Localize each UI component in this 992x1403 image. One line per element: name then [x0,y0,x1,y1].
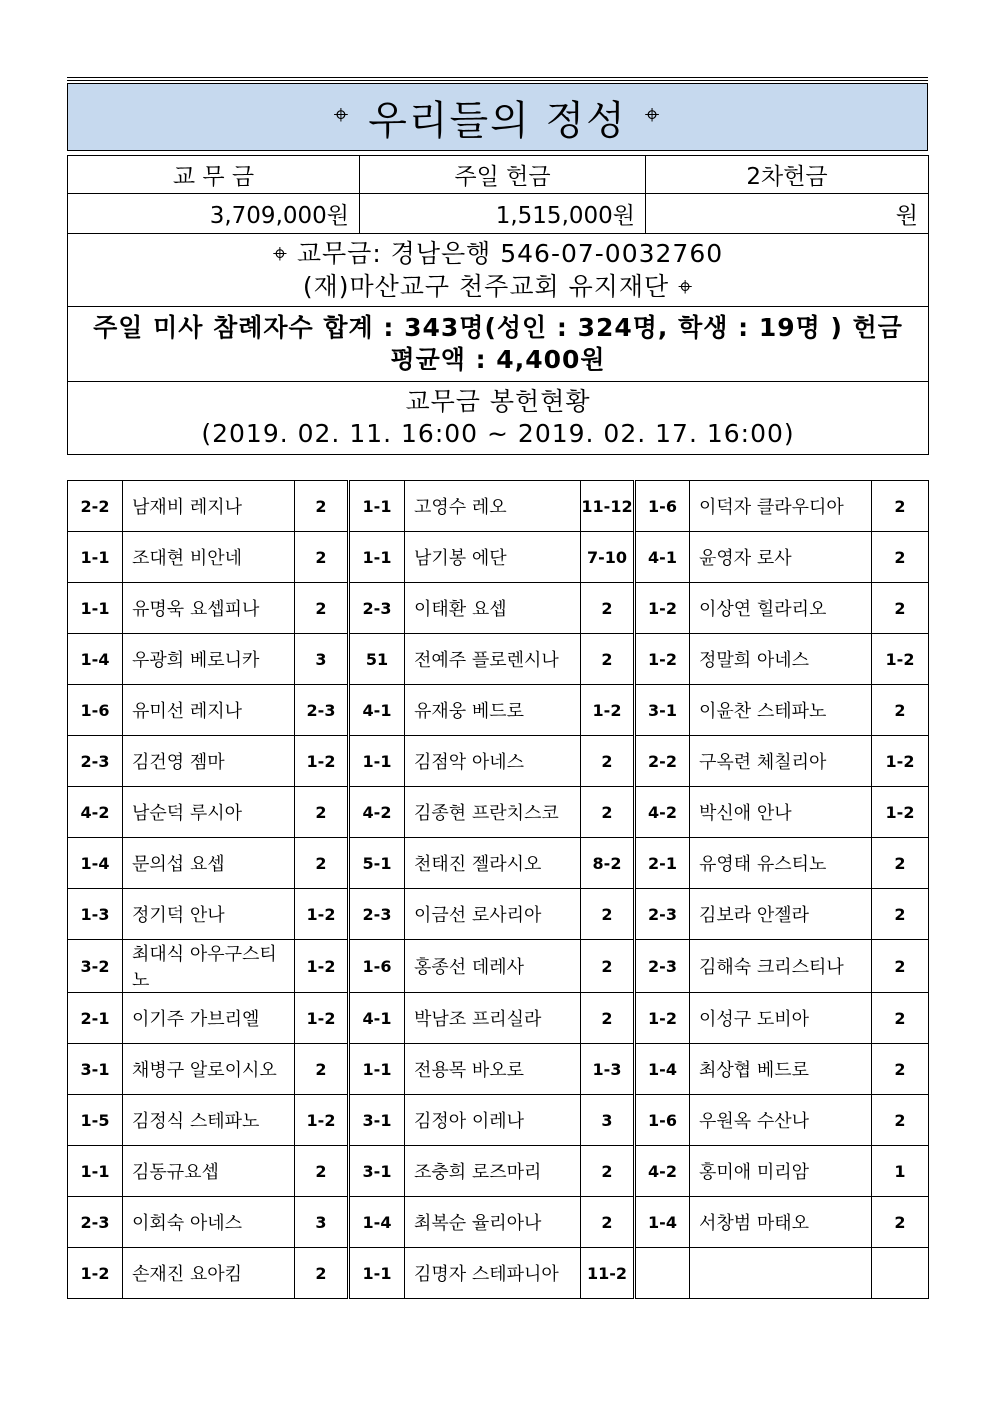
donor-name-cell: 남기봉 에단 [405,532,581,583]
district-cell: 2-3 [349,889,405,940]
district-cell: 1-6 [68,685,123,736]
donor-name-cell: 손재진 요아킴 [123,1248,295,1299]
donor-table [67,480,929,1299]
amount-cell: 2 [872,685,929,736]
amount-cell: 11-2 [581,1248,635,1299]
donor-name-cell: 유명욱 요셉피나 [123,583,295,634]
amount-cell: 2 [872,532,929,583]
district-cell: 2-3 [349,583,405,634]
value-second-collection: 원 [646,194,929,234]
district-cell: 2-3 [635,940,690,993]
account-row [68,234,929,307]
amount-cell: 2 [581,889,635,940]
summary-header-row [68,156,929,194]
donor-name-cell: 우광희 베로니카 [123,634,295,685]
donor-name-cell: 남재비 레지나 [123,481,295,532]
amount-cell: 3 [581,1095,635,1146]
donor-name-cell: 김해숙 크리스티나 [690,940,872,993]
amount-cell: 1-2 [872,634,929,685]
donor-table-body [68,481,929,1299]
donor-name-cell: 김정식 스테파노 [123,1095,295,1146]
donor-name-cell: 이성구 도비아 [690,993,872,1044]
donor-name-cell: 박신애 안나 [690,787,872,838]
value-parish-dues: 3,709,000원 [68,194,360,234]
attendance-row [68,307,929,382]
table-row [68,838,929,889]
district-cell: 4-2 [635,787,690,838]
district-cell: 2-3 [68,736,123,787]
district-cell: 1-1 [349,1248,405,1299]
donor-name-cell: 구옥련 체칠리아 [690,736,872,787]
amount-cell: 2 [295,787,349,838]
district-cell: 1-3 [68,889,123,940]
district-cell: 1-2 [635,634,690,685]
amount-cell: 2 [581,634,635,685]
district-cell: 1-1 [349,532,405,583]
district-cell: 1-5 [68,1095,123,1146]
period-row [68,382,929,455]
donor-name-cell: 김건영 젬마 [123,736,295,787]
district-cell: 1-6 [349,940,405,993]
table-row [68,1146,929,1197]
district-cell: 1-1 [68,532,123,583]
district-cell: 4-2 [635,1146,690,1197]
amount-cell: 2 [295,532,349,583]
donor-name-cell: 전예주 플로렌시나 [405,634,581,685]
donor-name-cell: 조충희 로즈마리 [405,1146,581,1197]
amount-cell: 2 [581,1197,635,1248]
donor-name-cell: 정말희 아네스 [690,634,872,685]
table-row [68,736,929,787]
amount-cell: 2 [295,1146,349,1197]
district-cell: 1-4 [635,1197,690,1248]
table-row [68,940,929,993]
amount-cell: 2 [581,940,635,993]
donor-name-cell: 김점악 아네스 [405,736,581,787]
page-title [67,83,928,151]
amount-cell: 2 [581,736,635,787]
amount-cell: 2 [581,787,635,838]
amount-cell: 1-2 [295,889,349,940]
donor-name-cell: 윤영자 로사 [690,532,872,583]
donor-name-cell: 이상연 힐라리오 [690,583,872,634]
amount-cell: 2 [872,940,929,993]
amount-cell: 2 [872,1095,929,1146]
district-cell: 3-1 [68,1044,123,1095]
donor-name-cell: 남순덕 루시아 [123,787,295,838]
amount-cell: 1-2 [872,736,929,787]
header-sunday-offering: 주일 헌금 [360,156,646,194]
amount-cell: 2 [872,1044,929,1095]
district-cell: 4-1 [635,532,690,583]
district-cell: 4-1 [349,993,405,1044]
table-row [68,1095,929,1146]
district-cell: 1-1 [349,736,405,787]
district-cell: 1-4 [68,838,123,889]
district-cell: 1-2 [68,1248,123,1299]
table-row [68,583,929,634]
donor-name-cell: 고영수 레오 [405,481,581,532]
donor-name-cell: 서창범 마태오 [690,1197,872,1248]
amount-cell: 11-12 [581,481,635,532]
title-text: 우리들의 정성 [368,97,627,144]
value-sunday-offering: 1,515,000원 [360,194,646,234]
donor-name-cell: 이회숙 아네스 [123,1197,295,1248]
amount-cell: 2 [872,993,929,1044]
district-cell: 2-2 [68,481,123,532]
attendance-summary: 주일 미사 참례자수 합계 : 343명(성인 : 324명, 학생 : 19명 ) 헌금 평균액 : 4,400원 [68,307,929,382]
amount-cell: 2 [581,993,635,1044]
table-row [68,532,929,583]
donor-name-cell: 이덕자 클라우디아 [690,481,872,532]
district-cell: 1-4 [68,634,123,685]
district-cell: 3-1 [349,1146,405,1197]
table-row [68,993,929,1044]
table-row [68,1248,929,1299]
header-parish-dues: 교 무 금 [68,156,360,194]
header-second-collection: 2차헌금 [646,156,929,194]
district-cell: 2-1 [68,993,123,1044]
district-cell: 4-2 [349,787,405,838]
district-cell [635,1248,690,1299]
donor-name-cell: 유재웅 베드로 [405,685,581,736]
amount-cell: 3 [295,634,349,685]
bank-account-info [68,234,929,307]
district-cell: 1-1 [68,583,123,634]
amount-cell: 1-3 [581,1044,635,1095]
table-row [68,481,929,532]
donor-name-cell: 최복순 율리아나 [405,1197,581,1248]
district-cell: 3-1 [635,685,690,736]
amount-cell: 1-2 [295,993,349,1044]
donor-name-cell: 천태진 젤라시오 [405,838,581,889]
donor-name-cell: 조대현 비안네 [123,532,295,583]
amount-cell: 2 [872,583,929,634]
donor-name-cell: 채병구 알로이시오 [123,1044,295,1095]
district-cell: 1-4 [635,1044,690,1095]
amount-cell: 2 [295,481,349,532]
donor-name-cell: 유영태 유스티노 [690,838,872,889]
district-cell: 5-1 [349,838,405,889]
amount-cell: 8-2 [581,838,635,889]
donor-name-cell: 전용목 바오로 [405,1044,581,1095]
amount-cell: 1-2 [295,940,349,993]
donor-name-cell: 문의섭 요셉 [123,838,295,889]
top-rule [67,77,928,78]
bank-account-line: ⌖ 교무금: 경남은행 546-07-0032760 [272,239,724,268]
donor-name-cell: 김동규요셉 [123,1146,295,1197]
donor-name-cell: 이금선 로사리아 [405,889,581,940]
amount-cell: 2 [872,1197,929,1248]
amount-cell: 1-2 [872,787,929,838]
amount-cell: 1-2 [295,1095,349,1146]
amount-cell: 2 [581,583,635,634]
district-cell: 1-2 [635,583,690,634]
donor-name-cell: 최상협 베드로 [690,1044,872,1095]
donor-name-cell: 홍종선 데레사 [405,940,581,993]
donor-name-cell: 이윤찬 스테파노 [690,685,872,736]
district-cell: 51 [349,634,405,685]
amount-cell [872,1248,929,1299]
table-row [68,634,929,685]
district-cell: 3-1 [349,1095,405,1146]
amount-cell: 2 [295,1044,349,1095]
district-cell: 1-1 [349,481,405,532]
district-cell: 2-1 [635,838,690,889]
period-range: (2019. 02. 11. 16:00 ~ 2019. 02. 17. 16:00) [201,419,795,448]
offering-summary-table [67,155,929,455]
donor-name-cell [690,1248,872,1299]
donor-name-cell: 김종현 프란치스코 [405,787,581,838]
cross-icon-right: ⌖ [644,99,662,130]
district-cell: 4-1 [349,685,405,736]
amount-cell: 1 [872,1146,929,1197]
amount-cell: 2 [295,838,349,889]
donor-name-cell: 김정아 이레나 [405,1095,581,1146]
district-cell: 1-4 [349,1197,405,1248]
table-row [68,1044,929,1095]
district-cell: 1-2 [635,993,690,1044]
amount-cell: 7-10 [581,532,635,583]
amount-cell: 3 [295,1197,349,1248]
top-rule-inner [67,80,928,81]
amount-cell: 2 [872,889,929,940]
summary-value-row [68,194,929,234]
district-cell: 4-2 [68,787,123,838]
amount-cell: 2 [581,1146,635,1197]
donor-name-cell: 김명자 스테파니아 [405,1248,581,1299]
district-cell: 1-1 [68,1146,123,1197]
donor-name-cell: 이기주 가브리엘 [123,993,295,1044]
district-cell: 3-2 [68,940,123,993]
amount-cell: 2 [872,481,929,532]
district-cell: 1-6 [635,481,690,532]
donor-name-cell: 이태환 요셉 [405,583,581,634]
donor-name-cell: 우원옥 수산나 [690,1095,872,1146]
district-cell: 1-1 [349,1044,405,1095]
amount-cell: 2 [295,583,349,634]
donor-name-cell: 정기덕 안나 [123,889,295,940]
cross-icon-left: ⌖ [333,99,351,130]
district-cell: 2-3 [68,1197,123,1248]
donor-name-cell: 유미선 레지나 [123,685,295,736]
period-title: 교무금 봉헌현황 [405,387,591,416]
amount-cell: 2 [295,1248,349,1299]
amount-cell: 2-3 [295,685,349,736]
table-row [68,787,929,838]
donor-name-cell: 홍미애 미리암 [690,1146,872,1197]
table-row [68,1197,929,1248]
donor-name-cell: 김보라 안젤라 [690,889,872,940]
table-row [68,685,929,736]
district-cell: 2-2 [635,736,690,787]
amount-cell: 1-2 [581,685,635,736]
table-row [68,889,929,940]
amount-cell: 1-2 [295,736,349,787]
account-holder-line: (재)마산교구 천주교회 유지재단 ⌖ [302,272,694,301]
district-cell: 2-3 [635,889,690,940]
period-info [68,382,929,455]
district-cell: 1-6 [635,1095,690,1146]
donor-name-cell: 최대식 아우구스티노 [123,940,295,993]
amount-cell: 2 [872,838,929,889]
donor-name-cell: 박남조 프리실라 [405,993,581,1044]
